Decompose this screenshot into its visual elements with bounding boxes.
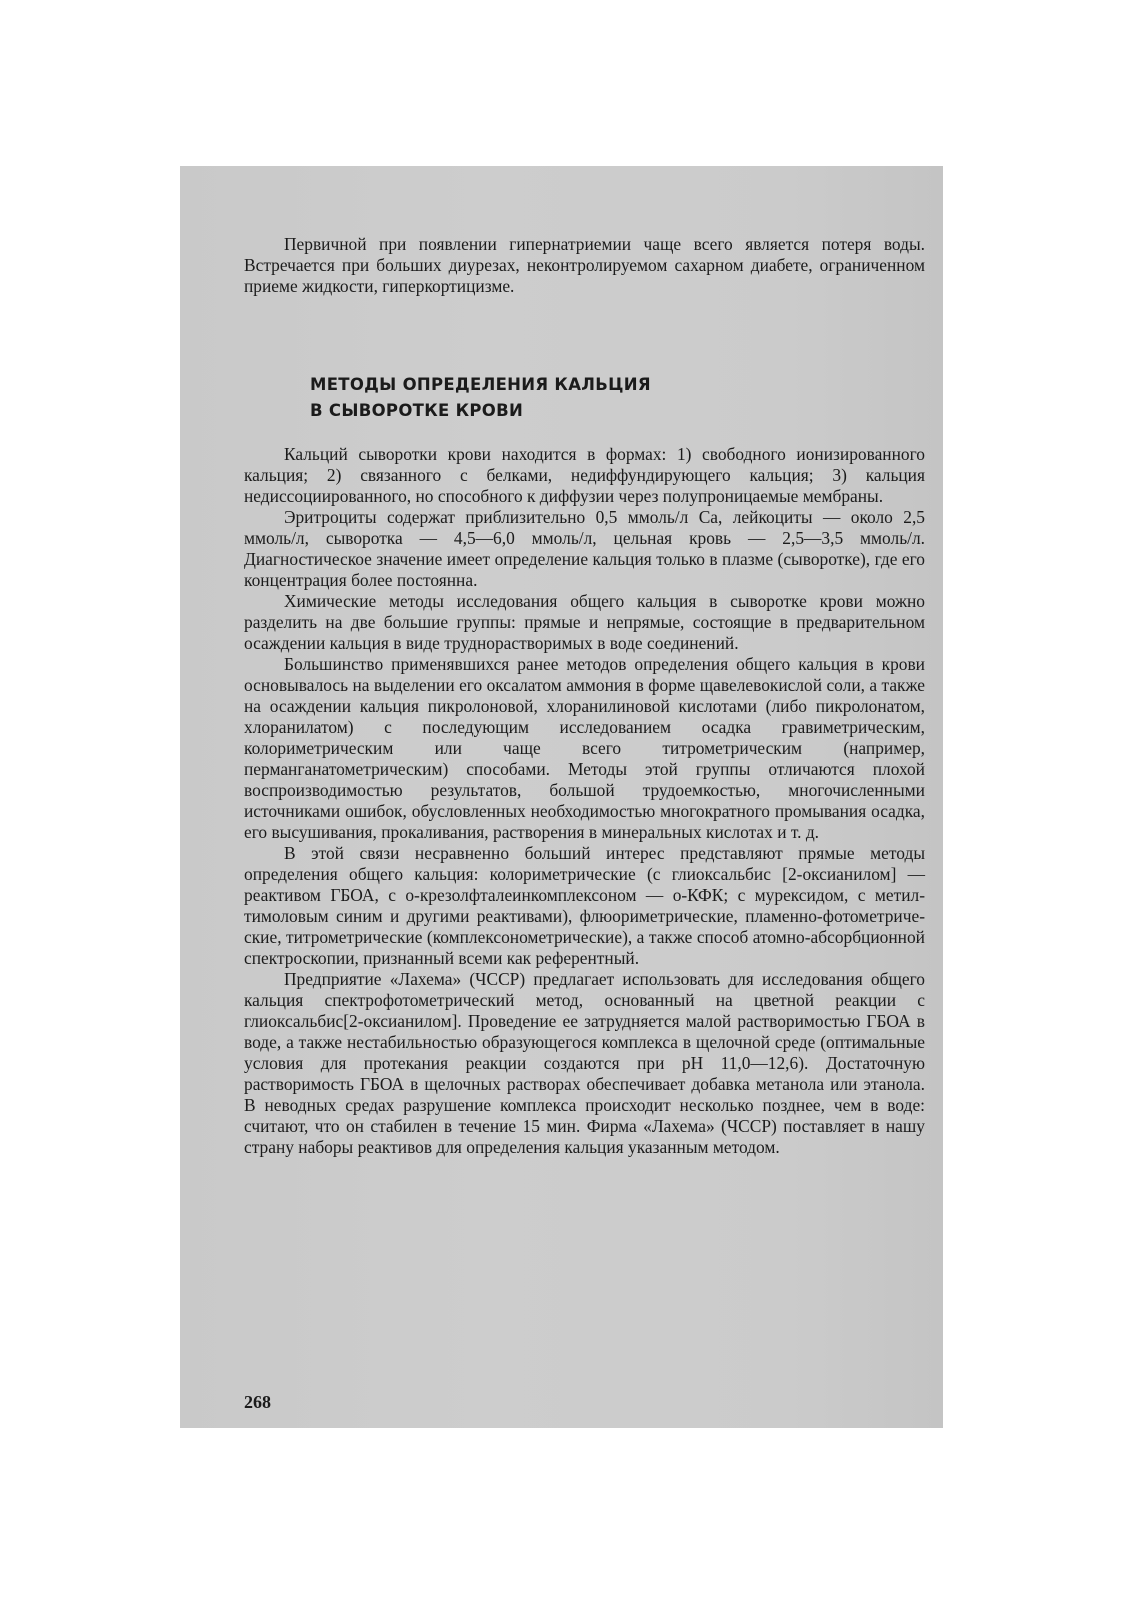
paragraph-concentrations: Эритроциты содержат приблизительно 0,5 ммоль/л Са, лейкоциты — около 2,5 ммоль/л, сыворотка — 4,5—6,0 ммоль/л, цельная кровь — 2,5—3,5 ммоль/л. Диагностическое значение имеет определение кальция только в плазме (сыворотке), где его концентрация более постоянна. [244, 507, 925, 590]
intro-paragraph: Первичной при появлении гипернатриемии чаще всего является потеря воды. Встречается при больших диурезах, неконтролируемом сахарном диабете, ограниченном приеме жидкости, гиперкортицизме. [244, 234, 925, 296]
page-number: 268 [244, 1392, 271, 1412]
section-heading [310, 372, 651, 424]
intro-block [244, 234, 925, 297]
main-text [244, 444, 925, 1158]
section-heading-line-2: В СЫВОРОТКЕ КРОВИ [310, 401, 524, 420]
paragraph-indirect-methods: Большинство применявшихся ранее методов определения общего кальция в крови основывалось на выделении его оксалатом аммония в форме щавелевокислой соли, а также на осаждении кальция пикролоновой, хлоранилиновой кислотами (либо пикролонатом, хлоранилатом) с последующим исследованием осадка гравиметрическим, колориметрическим или чаще всего титрометрическим (например, перманганатометрическим) способами. Методы этой группы отличаются плохой воспроизводимостью результатов, большой трудоемкостью, многочисленными источниками ошибок, обусловленных необходимостью многократного промывания осадка, его высушивания, прокаливания, растворения в минеральных кислотах и т. д. [244, 654, 925, 842]
section-heading-line-1: МЕТОДЫ ОПРЕДЕЛЕНИЯ КАЛЬЦИЯ [310, 375, 651, 394]
paragraph-calcium-forms: Кальций сыворотки крови находится в формах: 1) свободного ионизированного кальция; 2) связанного с белками, недиффундирующего кальция; 3) кальция недиссоциированного, но способного к диффузии через полупроницаемые мембраны. [244, 444, 925, 506]
paragraph-lachema-method: Предприятие «Лахема» (ЧССР) предлагает использовать для исследования общего кальция спектрофотометрический метод, основанный на цветной реакции с глиоксальбис[2-оксианилом]. Проведение ее затрудняется малой растворимостью ГБОА в воде, а также нестабильностью образующегося комплекса в щелочной среде (оптимальные условия для протекания реакции создаются при pH 11,0—12,6). Достаточную растворимость ГБОА в щелочных растворах обеспечивает добавка метанола или этанола. В неводных средах разрушение комплекса происходит несколько позднее, чем в воде: считают, что он стабилен в течение 15 мин. Фирма «Лахема» (ЧССР) поставляет в нашу страну наборы реактивов для определения кальция указанным методом. [244, 969, 925, 1157]
paragraph-method-groups: Химические методы исследования общего кальция в сыворотке крови можно разделить на две большие группы: прямые и непрямые, состоящие в предварительном осаждении кальция в виде труднорастворимых в воде соединений. [244, 591, 925, 653]
scanned-page [180, 166, 943, 1428]
paragraph-direct-methods: В этой связи несравненно больший интерес представляют прямые методы определения общего кальция: колориметрические (с глиоксальбис [2-оксианилом] — реактивом ГБОА, с о-крезолфталеинкомплексоном — о-КФК; с мурексидом, с метил-тимоловым синим и другими реактивами), флюориметрические, пламенно-фотометрические, титрометрические (комплексонометрические), а также способ атомно-абсорбционной спектроскопии, признанный всеми как референтный. [244, 843, 925, 968]
